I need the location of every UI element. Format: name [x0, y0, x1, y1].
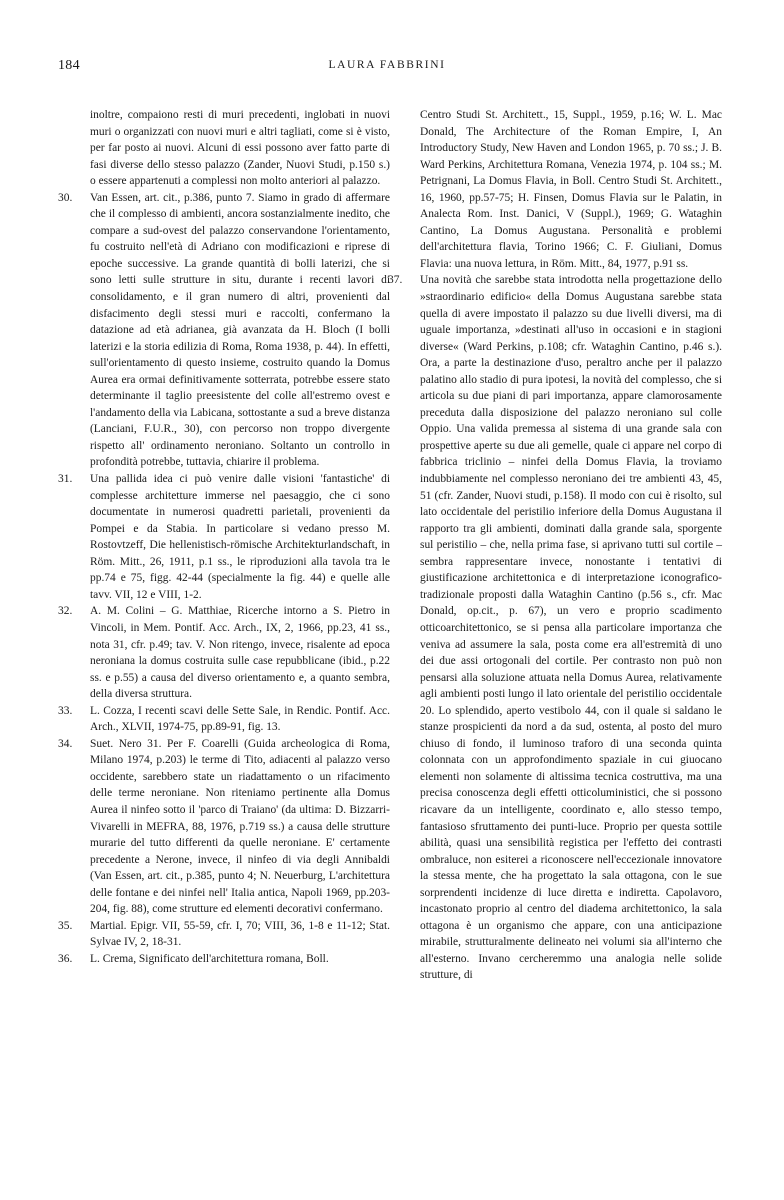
footnote-number: 34. [58, 737, 73, 750]
footnote-text: Una novità che sarebbe stata introdotta nella progettazione dello »straordinario edificio« della Domus Augustana sarebbe stata quella di avere impostato il palazzo su due livelli diversi, ma di uguale importanza, »destinati all'uso in occasioni e in stagioni diverse« (Ward Perkins, p.108; cfr. Wataghin Cantino, p.46 s.). Ora, a parte la destinazione d'uso, peraltro anche per il palazzo palatino allo stadio di pura ipotesi, la novità del complesso, che si articola su due piani di pari importanza, appare clamorosamente preceduta dalla disposizione del palazzo neroniano sul colle Oppio. Una valida premessa al sistema di una grande sala con prospettive aperte su due ali gemelle, quale ci appare nel corpo di fabbrica triclinio – ninfei della Domus Flavia, la troviamo indubbiamente nel complesso neroniano dei tre ambienti 43, 45, 51 (cfr. Zander, Nuovi studi, p.158). Il modo con cui è risolto, sul lato occidentale del peristilio inferiore della Domus Augustana il rapporto tra gli ambienti, dominati dalla grande sala, sporgente sul peristilio – che, nella prima fase, si aprivano tutti sul cortile – sembra rappresentare invece, nonostante i tentativi di giustificazione architettonica e di interpretazione iconografico-tradizionale proposti dalla Wataghin Cantino (p.56 s., cfr. Mac Donald, op.cit., p. 67), un vero e proprio scadimento otticoarchitettonico, se si pensa alla particolare importanza che veniva ad assumere la sala, posta come era all'estremità di uno dei due assi ortogonali del cortile. Per contrasto non può non pensarsi alla soluzione attuata nella Domus Aurea, relativamente agli ambienti posti lungo il lato orientale del peristilio occidentale 20. Lo splendido, aperto vestibolo 44, con il quale si saldano le stanze prospicienti da nord a da sud, ostenta, al posto del muro chiuso di fondo, il luminoso traforo di una seconda quinta colonnata con un approfondimento spaziale in cui giuocano elementi non solamente di altissima tecnica costruttiva, ma una precisa conoscenza degli effetti otticoluministici, che si possono ricavare da un intelligente, coordinato e, allo stesso tempo, fantasioso sfruttamento dei punti-luce. Proprio per questa sottile abilità, quasi una sensibilità registica per l'effetto dei contrasti ombraluce, non esiterei a riconoscere nell'eccezionale innovatore la stessa mente, che ha progettato la sala ottagona, con le sue sorprendenti incidenze di luce diretta e indiretta. Capolavoro, incastonato proprio al centro del diadema architettonico, la sala ottagona è un organismo che appare, con una anticipazione mirabile, strutturalmente delineato nei volumi sia all'interno che all'esterno. Invano cercheremmo una analogia nelle solide strutture, di [420, 274, 722, 982]
footnote-text: L. Cozza, I recenti scavi delle Sette Sale, in Rendic. Pontif. Acc. Arch., XLVII, 1974-75, pp.89-91, fig. 13. [90, 704, 390, 734]
left-column [58, 107, 390, 967]
footnote-text: Centro Studi St. Architett., 15, Suppl., 1959, p.16; W. L. Mac Donald, The Architecture of the Roman Empire, I, An Introductory Study, New Haven and London 1965, p. 70 ss.; J. B. Ward Perkins, Architettura Romana, Venezia 1974, p. 104 ss.; M. Petrignani, La Domus Flavia, in Boll. Centro Studi St. Architett., 16, 1960, pp.57-75; H. Finsen, Domus Flavia sur le Palatin, in Analecta Rom. Inst. Danici, V (Suppl.), 1969; G. Wataghin Cantino, La Domus Augustana. Personalità e problemi dell'architettura flavia, Torino 1966; C. F. Giuliani, Domus Flavia: una nuova lettura, in Röm. Mitt., 84, 1977, p.91 ss. [420, 109, 722, 270]
footnote-number: 37. [388, 274, 403, 287]
footnote-36 [58, 951, 390, 968]
footnote-number: 31. [58, 473, 73, 486]
footnote-34 [58, 736, 390, 918]
footnote-text: L. Crema, Significato dell'architettura romana, Boll. [90, 952, 329, 965]
footnote-30 [58, 190, 390, 471]
running-title: LAURA FABBRINI [328, 59, 446, 71]
running-head [58, 58, 716, 78]
footnote-35 [58, 918, 390, 951]
footnote-text: Una pallida idea ci può venire dalle visioni 'fantastiche' di complesse architetture immerse nel paesaggio, che ci sono documentate in numerosi quadretti parietali, provenienti da Pompei e da Stabia. In particolare si vedano presso M. Rostovtzeff, Die hellenistisch-römische Architekturlandschaft, in Röm. Mitt., 26, 1911, p.1 ss., le riproduzioni alla tavola tra le pp.74 e 75, figg. 42-44 (specialmente la fig. 44) e quelle alle tavv. VII, 12 e VIII, 1-2. [90, 473, 390, 601]
footnote-number: 33. [58, 704, 73, 717]
footnote-text: Suet. Nero 31. Per F. Coarelli (Guida archeologica di Roma, Milano 1974, p.203) le terme di Tito, adiacenti al palazzo verso occidente, sarebbero state un riadattamento o un rifacimento delle terme neroniane. Non riteniamo pertinente alla Domus Aurea il ninfeo sotto il 'parco di Traiano' (da ultima: D. Bizzarri-Vivarelli in MEFRA, 88, 1976, p.719 ss.) a causa delle strutture murarie del tutto differenti da quelle neroniane. E' certamente precedente a Nerone, invece, il ninfeo di via degli Annibaldi (Van Essen, art. cit., p.385, punto 4; N. Neuerburg, L'architettura delle fontane e dei ninfei nell' Italia antica, Napoli 1969, pp.203-204, fig. 88), come strutture ed elementi decorativi confermano. [90, 737, 390, 916]
footnote-36-continuation [388, 107, 722, 272]
footnote-37 [388, 272, 722, 984]
footnote-number: 35. [58, 919, 73, 932]
footnote-text: Van Essen, art. cit., p.386, punto 7. Siamo in grado di affermare che il complesso di ambienti, ancora sostanzialmente inedito, che compare a sud-ovest del palazzo conservandone l'orientamento, fu costruito nell'età di Adriano con modificazioni e riprese di epoche successive. La grande quantità di bolli laterizi, che si sono letti sulle strutture in situ, durante i recenti lavori di consolidamento, e il gran numero di altri, provenienti dal disfacimento degli stessi muri e raccolti, confermano la datazione ad età adrianea, già avanzata da H. Bloch (I bolli laterizi e la storia edilizia di Roma, Roma 1938, p. 44). In effetti, sull'orientamento di questo insieme, costruito quando la Domus Aurea era ormai definitivamente sotterrata, potrebbe essere stato determinante il taglio preesistente del colle all'estremo ovest e l'andamento della via Labicana, sottostante a sud a breve distanza (Lanciani, F.U.R., 30), con percorso non troppo divergente rispetto all' ordinamento neroniano. Soltanto un controllo in profondità potrebbe, tuttavia, chiarire il problema. [90, 191, 390, 469]
footnote-number: 36. [58, 952, 73, 965]
footnote-continuation [58, 107, 390, 190]
footnote-32 [58, 603, 390, 702]
footnote-number: 32. [58, 605, 73, 618]
page-number: 184 [58, 58, 80, 73]
footnote-text: Martial. Epigr. VII, 55-59, cfr. I, 70; VIII, 36, 1-8 e 11-12; Stat. Sylvae IV, 2, 18-31. [90, 919, 390, 949]
footnote-number: 30. [58, 191, 73, 204]
footnote-text: inoltre, compaiono resti di muri precedenti, inglobati in nuovi muri o organizzati con nuovi muri e altri tagliati, come si è visto, per far posto ai nuovi. Alcuni di essi possono aver fatto parte di fasi diverse dello stesso palazzo (Zander, Nuovi Studi, p.150 s.) o essere appartenuti a complessi non molto anteriori al palazzo. [90, 109, 390, 188]
footnote-33 [58, 703, 390, 736]
footnote-31 [58, 471, 390, 603]
footnote-text: A. M. Colini – G. Matthiae, Ricerche intorno a S. Pietro in Vincoli, in Mem. Pontif. Acc. Arch., IX, 2, 1966, pp.23, 41 ss., nota 31, cfr. p.49; tav. V. Non ritengo, invece, risalente ad epoca neroniana la domus costruita sulle case repubblicane (ibid., p.22 ss. e p.55) a causa del diverso orientamento e, a quanto sembra, della diversa struttura. [90, 605, 390, 701]
right-column [388, 107, 722, 984]
